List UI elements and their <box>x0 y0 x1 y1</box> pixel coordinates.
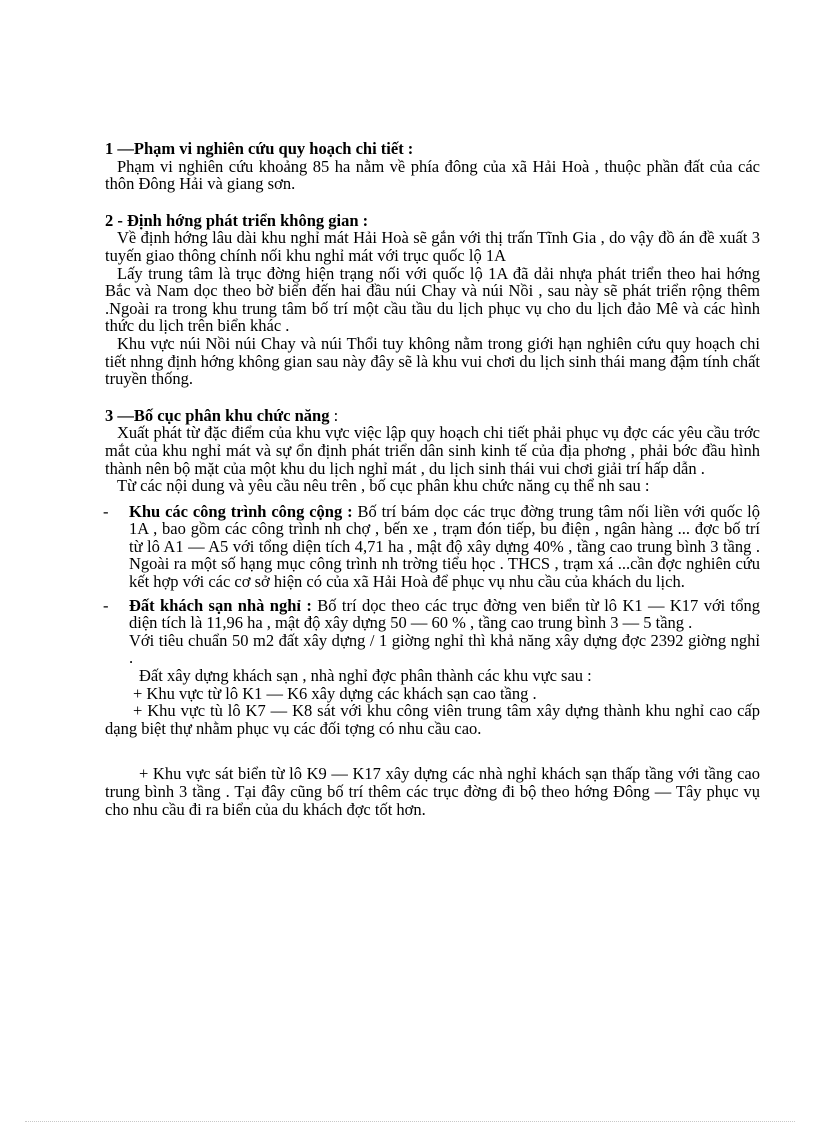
bullet-public-works <box>105 503 760 591</box>
bullet-hotel-land-body: Bố trí dọc theo các trục đờng ven biển từ lô K1 — K17 với tổng diện tích là 11,96 ha , mật độ xây dựng 50 — 60 % , tầng cao trung bình 3 — 5 tầng . <box>129 595 760 633</box>
section-2-paragraph-3: Khu vực núi Nồi núi Chay và núi Thổi tuy không nằm trong giới hạn nghiên cứu quy hoạch chi tiết nhng định hớng không gian sau này đây sẽ là khu vui chơi du lịch sinh thái mang đậm tính chất truyền thống. <box>105 333 760 389</box>
bullet-dash: - <box>103 595 109 615</box>
bullet-hotel-land <box>105 597 760 632</box>
document-page <box>105 140 760 818</box>
section-2-heading: 2 - Định hớng phát triển không gian : <box>105 210 369 230</box>
section-3-paragraph-6: + Khu vực sát biển từ lô K9 — K17 xây dựng các nhà nghỉ khách sạn thấp tầng với tầng cao trung bình 3 tầng . Tại đây cũng bố trí thêm các trục đờng đi bộ theo hớng Đông — Tây phục vụ cho nhu cầu đi ra biển của du khách đợc tốt hơn. <box>105 764 760 819</box>
section-1 <box>105 140 760 193</box>
page-bottom-divider <box>25 1121 795 1122</box>
section-3-paragraph-4: + Khu vực từ lô K1 — K6 xây dựng các khách sạn cao tầng . <box>133 683 537 703</box>
bullet-public-works-title: Khu các công trình công cộng : <box>129 501 353 521</box>
section-1-body: Phạm vi nghiên cứu khoảng 85 ha nằm về phía đông của xã Hải Hoà , thuộc phần đất của các thôn Đông Hải và giang sơn. <box>105 156 760 194</box>
bullet-public-works-body: Bố trí bám dọc các trục đờng trung tâm nối liền với quốc lộ 1A , bao gồm các công trình nh chợ , bến xe , trạm đón tiếp, bu điện , ngân hàng ... đợc bố trí từ lô A1 — A5 với tổng diện tích 4,71 ha , mật độ xây dựng 40% , tầng cao trung bình 3 tầng . Ngoài ra một số hạng mục công trình nh trờng tiểu học . THCS , trạm xá ...cần đợc nghiên cứu kết hợp với các cơ sở hiện có của xã Hải Hoà để phục vụ nhu cầu của khách du lịch. <box>129 501 760 592</box>
section-2 <box>105 212 760 388</box>
section-2-paragraph-2: Lấy trung tâm là trục đờng hiện trạng nối với quốc lộ 1A đã dải nhựa phát triển theo hai hớng Bắc và Nam dọc theo bờ biển đến hai đầu núi Chay và núi Nồi , sau này sẽ phát triển rộng thêm .Ngoài ra trong khu trung tâm bố trí một cầu tầu du lịch phục vụ cho du lịch đảo Mê và các hình thức du lịch trên biển khác . <box>105 263 760 336</box>
section-3-heading-line <box>105 407 760 425</box>
section-2-paragraph-1: Về định hớng lâu dài khu nghỉ mát Hải Hoà sẽ gắn với thị trấn Tĩnh Gia , do vậy đồ án đề xuất 3 tuyến giao thông chính nối khu nghỉ mát với trục quốc lộ 1A <box>105 228 760 265</box>
section-3-paragraph-2: Từ các nội dung và yêu cầu nêu trên , bố cục phân khu chức năng cụ thể nh sau : <box>117 476 650 496</box>
bullet-hotel-land-title: Đất khách sạn nhà nghỉ : <box>129 595 312 615</box>
section-3 <box>105 407 760 818</box>
section-3-paragraph-1: Xuất phát từ đặc điểm của khu vực việc lập quy hoạch chi tiết phải phục vụ đợc các yêu cầu trớc mắt của khu nghỉ mát và sự ổn định phát triển dân sinh kinh tế của địa phơng , phải bớc đầu hình thành nên bộ mặt của một khu du lịch nghỉ mát , du lịch sinh thái vui chơi giải trí hấp dẫn . <box>105 423 760 478</box>
bullet-dash: - <box>103 501 109 521</box>
section-3-paragraph-5: + Khu vực tù lô K7 — K8 sát với khu công viên trung tâm xây dựng thành khu nghỉ cao cấp dạng biệt thự nhằm phục vụ các đối tợng có nhu cầu cao. <box>105 701 760 738</box>
bullet-hotel-land-continuation: Với tiêu chuẩn 50 m2 đất xây dựng / 1 giờng nghỉ thì khả năng xây dựng đợc 2392 giờng nghỉ . <box>129 630 760 668</box>
section-3-paragraph-3: Đất xây dựng khách sạn , nhà nghỉ đợc phân thành các khu vực sau : <box>139 666 592 686</box>
section-3-heading-tail: : <box>329 405 339 425</box>
section-3-heading: 3 —Bố cục phân khu chức năng <box>105 405 330 425</box>
section-1-heading: 1 —Phạm vi nghiên cứu quy hoạch chi tiết : <box>105 139 414 158</box>
